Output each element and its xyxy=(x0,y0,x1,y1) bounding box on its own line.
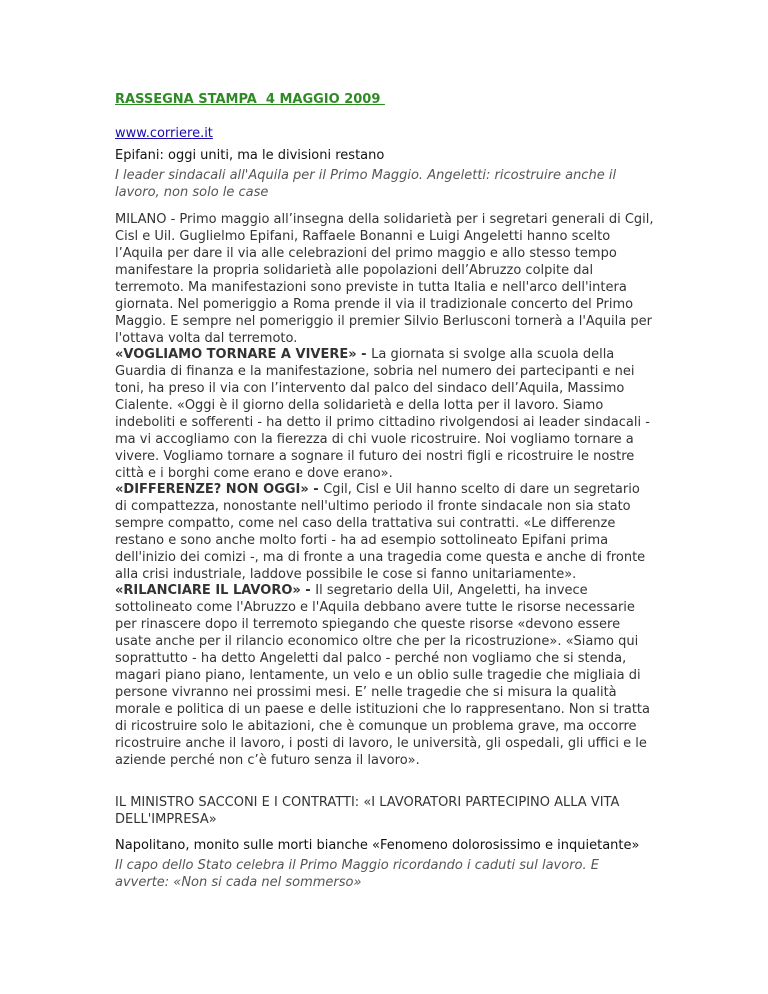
section-lead: «DIFFERENZE? NON OGGI» - xyxy=(115,482,324,497)
section-text: Il segretario della Uil, Angeletti, ha invece sottolineato come l'Abruzzo e l'Aquila debbano avere tutte le risorse necessarie per rinascere dopo il terremoto spiegando che queste risorse «devono essere usate anche per il rilancio economico oltre che per la ricostruzione». «Siamo qui soprattutto - ha detto Angeletti dal palco - perché non vogliamo che si stenda, magari piano piano, lentamente, un velo e un oblio sulle tragedie che migliaia di persone vivranno nei prossimi mesi. E’ nelle tragedie che si misura la qualità morale e politica di un paese e delle istituzioni che lo rappresentano. Non si tratta di ricostruire solo le abitazioni, che è comunque un problema grave, ma occorre ricostruire anche il lavoro, i posti di lavoro, le università, gli ospedali, gli uffici e le aziende perché non c’è futuro senza il lavoro». xyxy=(115,583,650,768)
article-subheadline: I leader sindacali all'Aquila per il Primo Maggio. Angeletti: ricostruire anche il lavoro, non solo le case xyxy=(115,168,617,200)
section-rilanciare xyxy=(115,582,655,769)
press-review-title: RASSEGNA STAMPA 4 MAGGIO 2009 xyxy=(115,92,385,107)
article3-headline: Napolitano, monito sulle morti bianche «Fenomeno dolorosissimo e inquietante» xyxy=(115,838,640,853)
section-differenze xyxy=(115,481,655,583)
article-headline: Epifani: oggi uniti, ma le divisioni restano xyxy=(115,148,385,163)
section-text: La giornata si svolge alla scuola della Guardia di finanza e la manifestazione, sobria nel numero dei partecipanti e nei toni, ha preso il via con l’intervento dal palco del sindaco dell’Aquila, Massimo Cialente. «Oggi è il giorno della solidarietà e della lotta per il lavoro. Siamo indeboliti e sofferenti - ha detto il primo cittadino rivolgendosi ai leader sindacali - ma vi accogliamo con la fierezza di chi vuole ricostruire. Noi vogliamo tornare a vivere. Vogliamo tornare a sognare il futuro dei nostri figli e ricostruire le nostre città e i borghi come erano e dove erano». xyxy=(115,347,650,481)
section-text: Cgil, Cisl e Uil hanno scelto di dare un segretario di compattezza, nonostante nell'ultimo periodo il fronte sindacale non sia stato sempre compatto, come nel caso della trattativa sui contratti. «Le differenze restano e sono anche molto forti - ha ad esempio sottolineato Epifani prima dell'inizio dei comizi -, ma di fronte a una tragedia come questa e anche di fronte alla crisi industriale, laddove possibile le cose si fanno unitariamente». xyxy=(115,482,646,582)
article-intro-paragraph: MILANO - Primo maggio all’insegna della solidarietà per i segretari generali di Cgil, Cisl e Uil. Guglielmo Epifani, Raffaele Bonanni e Luigi Angeletti hanno scelto l’Aquila per dare il via alle celebrazioni del primo maggio e allo stesso tempo manifestare la propria solidarietà alle popolazioni dell’Abruzzo colpite dal terremoto. Ma manifestazioni sono previste in tutta Italia e nell'arco dell'intera giornata. Nel pomeriggio a Roma prende il via il tradizionale concerto del Primo Maggio. E sempre nel pomeriggio il premier Silvio Berlusconi tornerà a l'Aquila per l'ottava volta dal terremoto. xyxy=(115,212,654,346)
article2-headline: IL MINISTRO SACCONI E I CONTRATTI: «I LAVORATORI PARTECIPINO ALLA VITA DELL'IMPRESA» xyxy=(115,795,620,827)
section-lead: «VOGLIAMO TORNARE A VIVERE» - xyxy=(115,347,372,362)
article3-subheadline: Il capo dello Stato celebra il Primo Maggio ricordando i caduti sul lavoro. E avverte: «Non si cada nel sommerso» xyxy=(115,858,599,890)
source-link[interactable]: www.corriere.it xyxy=(115,126,213,141)
section-lead: «RILANCIARE IL LAVORO» - xyxy=(115,583,316,598)
section-vogliamo-tornare xyxy=(115,346,655,482)
